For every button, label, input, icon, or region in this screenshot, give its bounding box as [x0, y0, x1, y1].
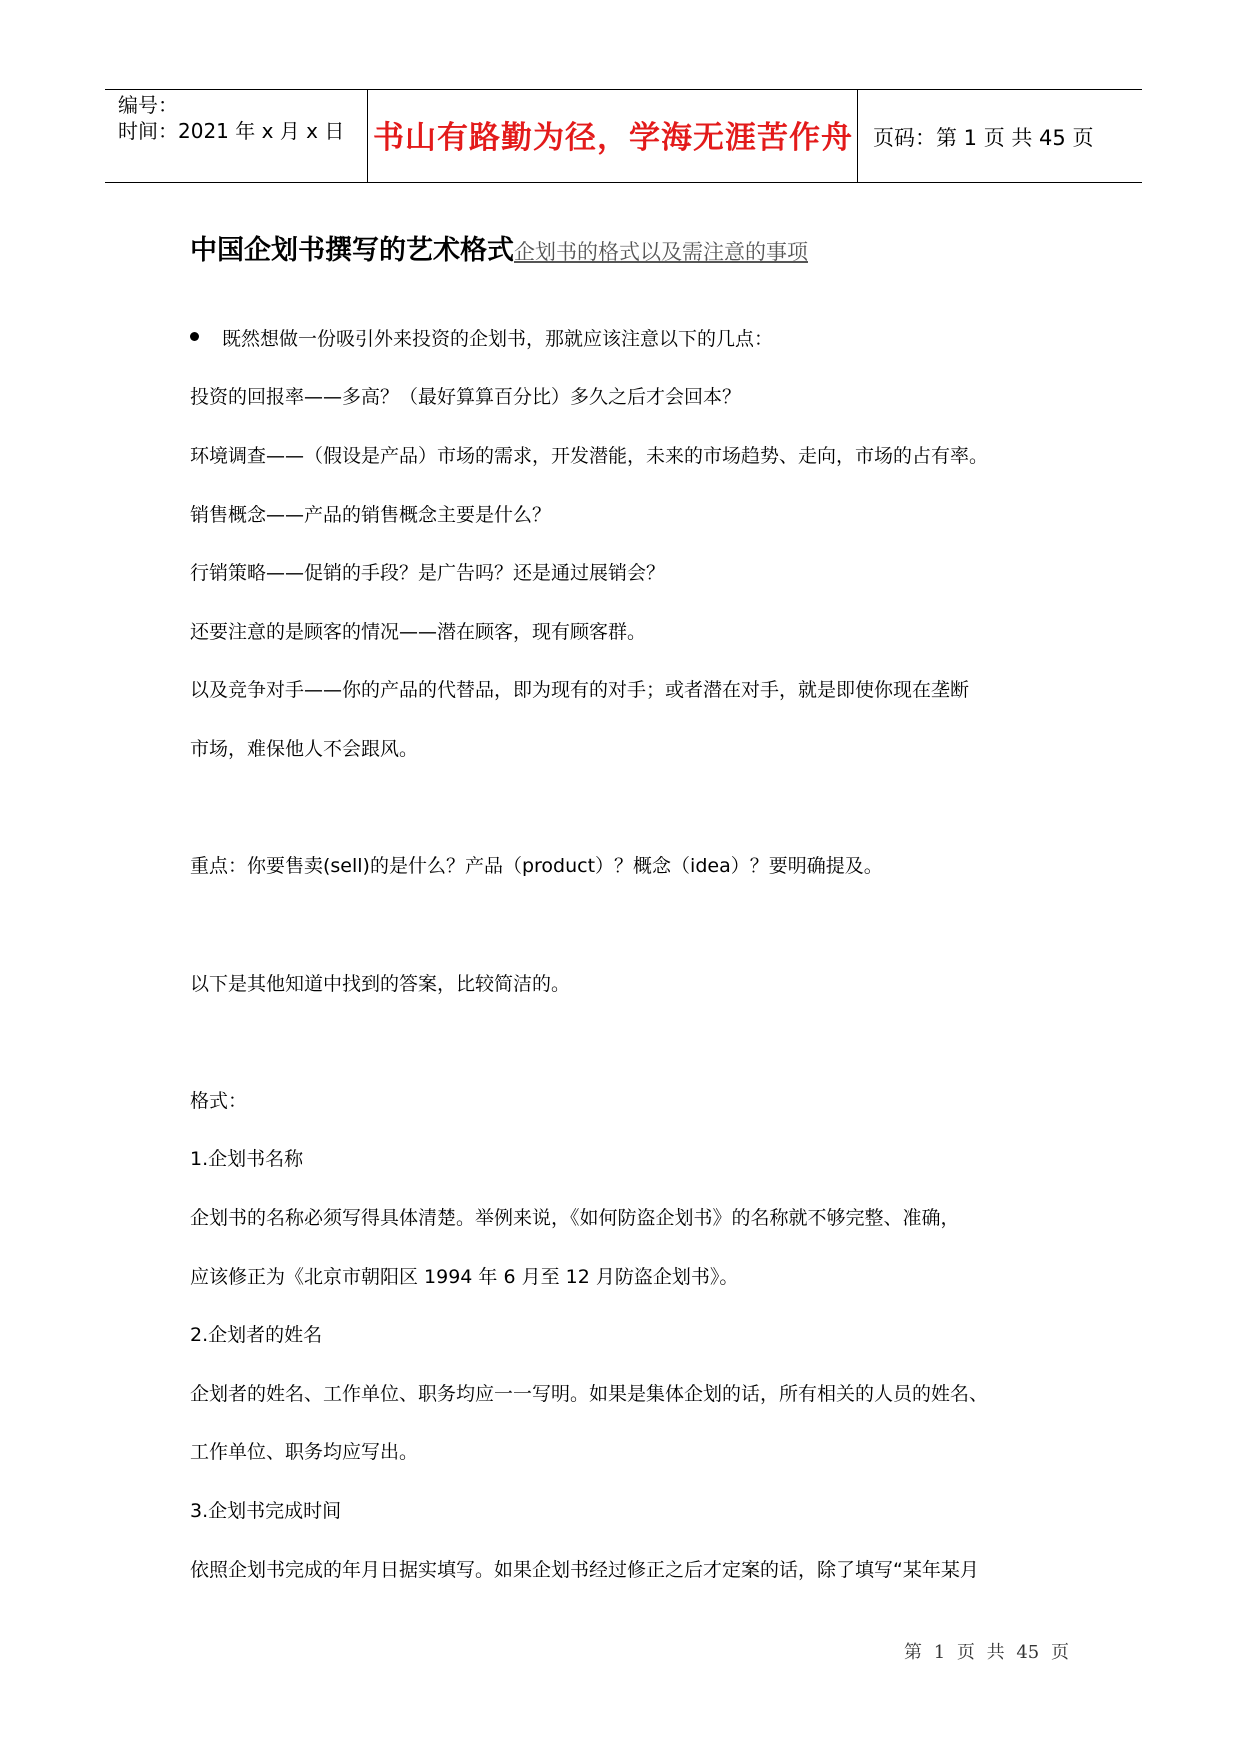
- paragraph-marketing-strategy: 行销策略——促销的手段？是广告吗？还是通过展销会？: [190, 562, 666, 584]
- header-divider-left: [367, 89, 368, 182]
- header-slogan: 书山有路勤为径，学海无涯苦作舟: [373, 120, 853, 156]
- section-heading-author: 2.企划者的姓名: [190, 1324, 323, 1346]
- header-number-label: 编号：: [118, 93, 178, 117]
- section-heading-name: 1.企划书名称: [190, 1148, 304, 1170]
- document-title: [190, 228, 808, 267]
- title-sub-link[interactable]: 企划书的格式以及需注意的事项: [514, 240, 808, 264]
- header-bottom-rule: [105, 182, 1142, 183]
- bullet-text: 既然想做一份吸引外来投资的企划书，那就应该注意以下的几点：: [222, 328, 774, 350]
- bullet-dot: [190, 332, 199, 341]
- paragraph-roi: 投资的回报率——多高？（最好算算百分比）多久之后才会回本？: [190, 386, 742, 408]
- header-meta: [118, 92, 363, 144]
- paragraph-environment: 环境调查——（假设是产品）市场的需求，开发潜能，未来的市场趋势、走向，市场的占有率。: [190, 445, 989, 467]
- header-page-label: 页码：第 1 页 共 45 页: [873, 126, 1094, 150]
- title-main: 中国企划书撰写的艺术格式: [190, 235, 514, 266]
- paragraph-author-line1: 企划者的姓名、工作单位、职务均应一一写明。如果是集体企划的话，所有相关的人员的姓名、: [190, 1383, 989, 1405]
- header-top-rule: [105, 89, 1142, 90]
- paragraph-competitors-line1: 以及竞争对手——你的产品的代替品，即为现有的对手；或者潜在对手，就是即使你现在垄断: [190, 679, 970, 701]
- paragraph-customers: 还要注意的是顾客的情况——潜在顾客，现有顾客群。: [190, 621, 647, 643]
- section-format-label: 格式：: [190, 1090, 248, 1112]
- paragraph-competitors-line2: 市场，难保他人不会跟风。: [190, 738, 419, 760]
- paragraph-key-point: 重点：你要售卖(sell)的是什么？产品（product）？概念（idea）？要明确提及。: [190, 855, 883, 877]
- header-time-label: 时间：2021 年 x 月 x 日: [118, 119, 345, 143]
- header-divider-right: [857, 89, 858, 182]
- section-heading-date: 3.企划书完成时间: [190, 1500, 342, 1522]
- paragraph-name-line2: 应该修正为《北京市朝阳区 1994 年 6 月至 12 月防盗企划书》。: [190, 1266, 739, 1288]
- paragraph-date-line1: 依照企划书完成的年月日据实填写。如果企划书经过修正之后才定案的话，除了填写“某年某月: [190, 1559, 979, 1581]
- paragraph-name-line1: 企划书的名称必须写得具体清楚。举例来说，《如何防盗企划书》的名称就不够完整、准确，: [190, 1207, 960, 1229]
- paragraph-other-answers: 以下是其他知道中找到的答案，比较简洁的。: [190, 973, 571, 995]
- footer-page-number: 第 1 页 共 45 页: [904, 1642, 1069, 1663]
- paragraph-author-line2: 工作单位、职务均应写出。: [190, 1441, 419, 1463]
- paragraph-sales-concept: 销售概念——产品的销售概念主要是什么？: [190, 504, 552, 526]
